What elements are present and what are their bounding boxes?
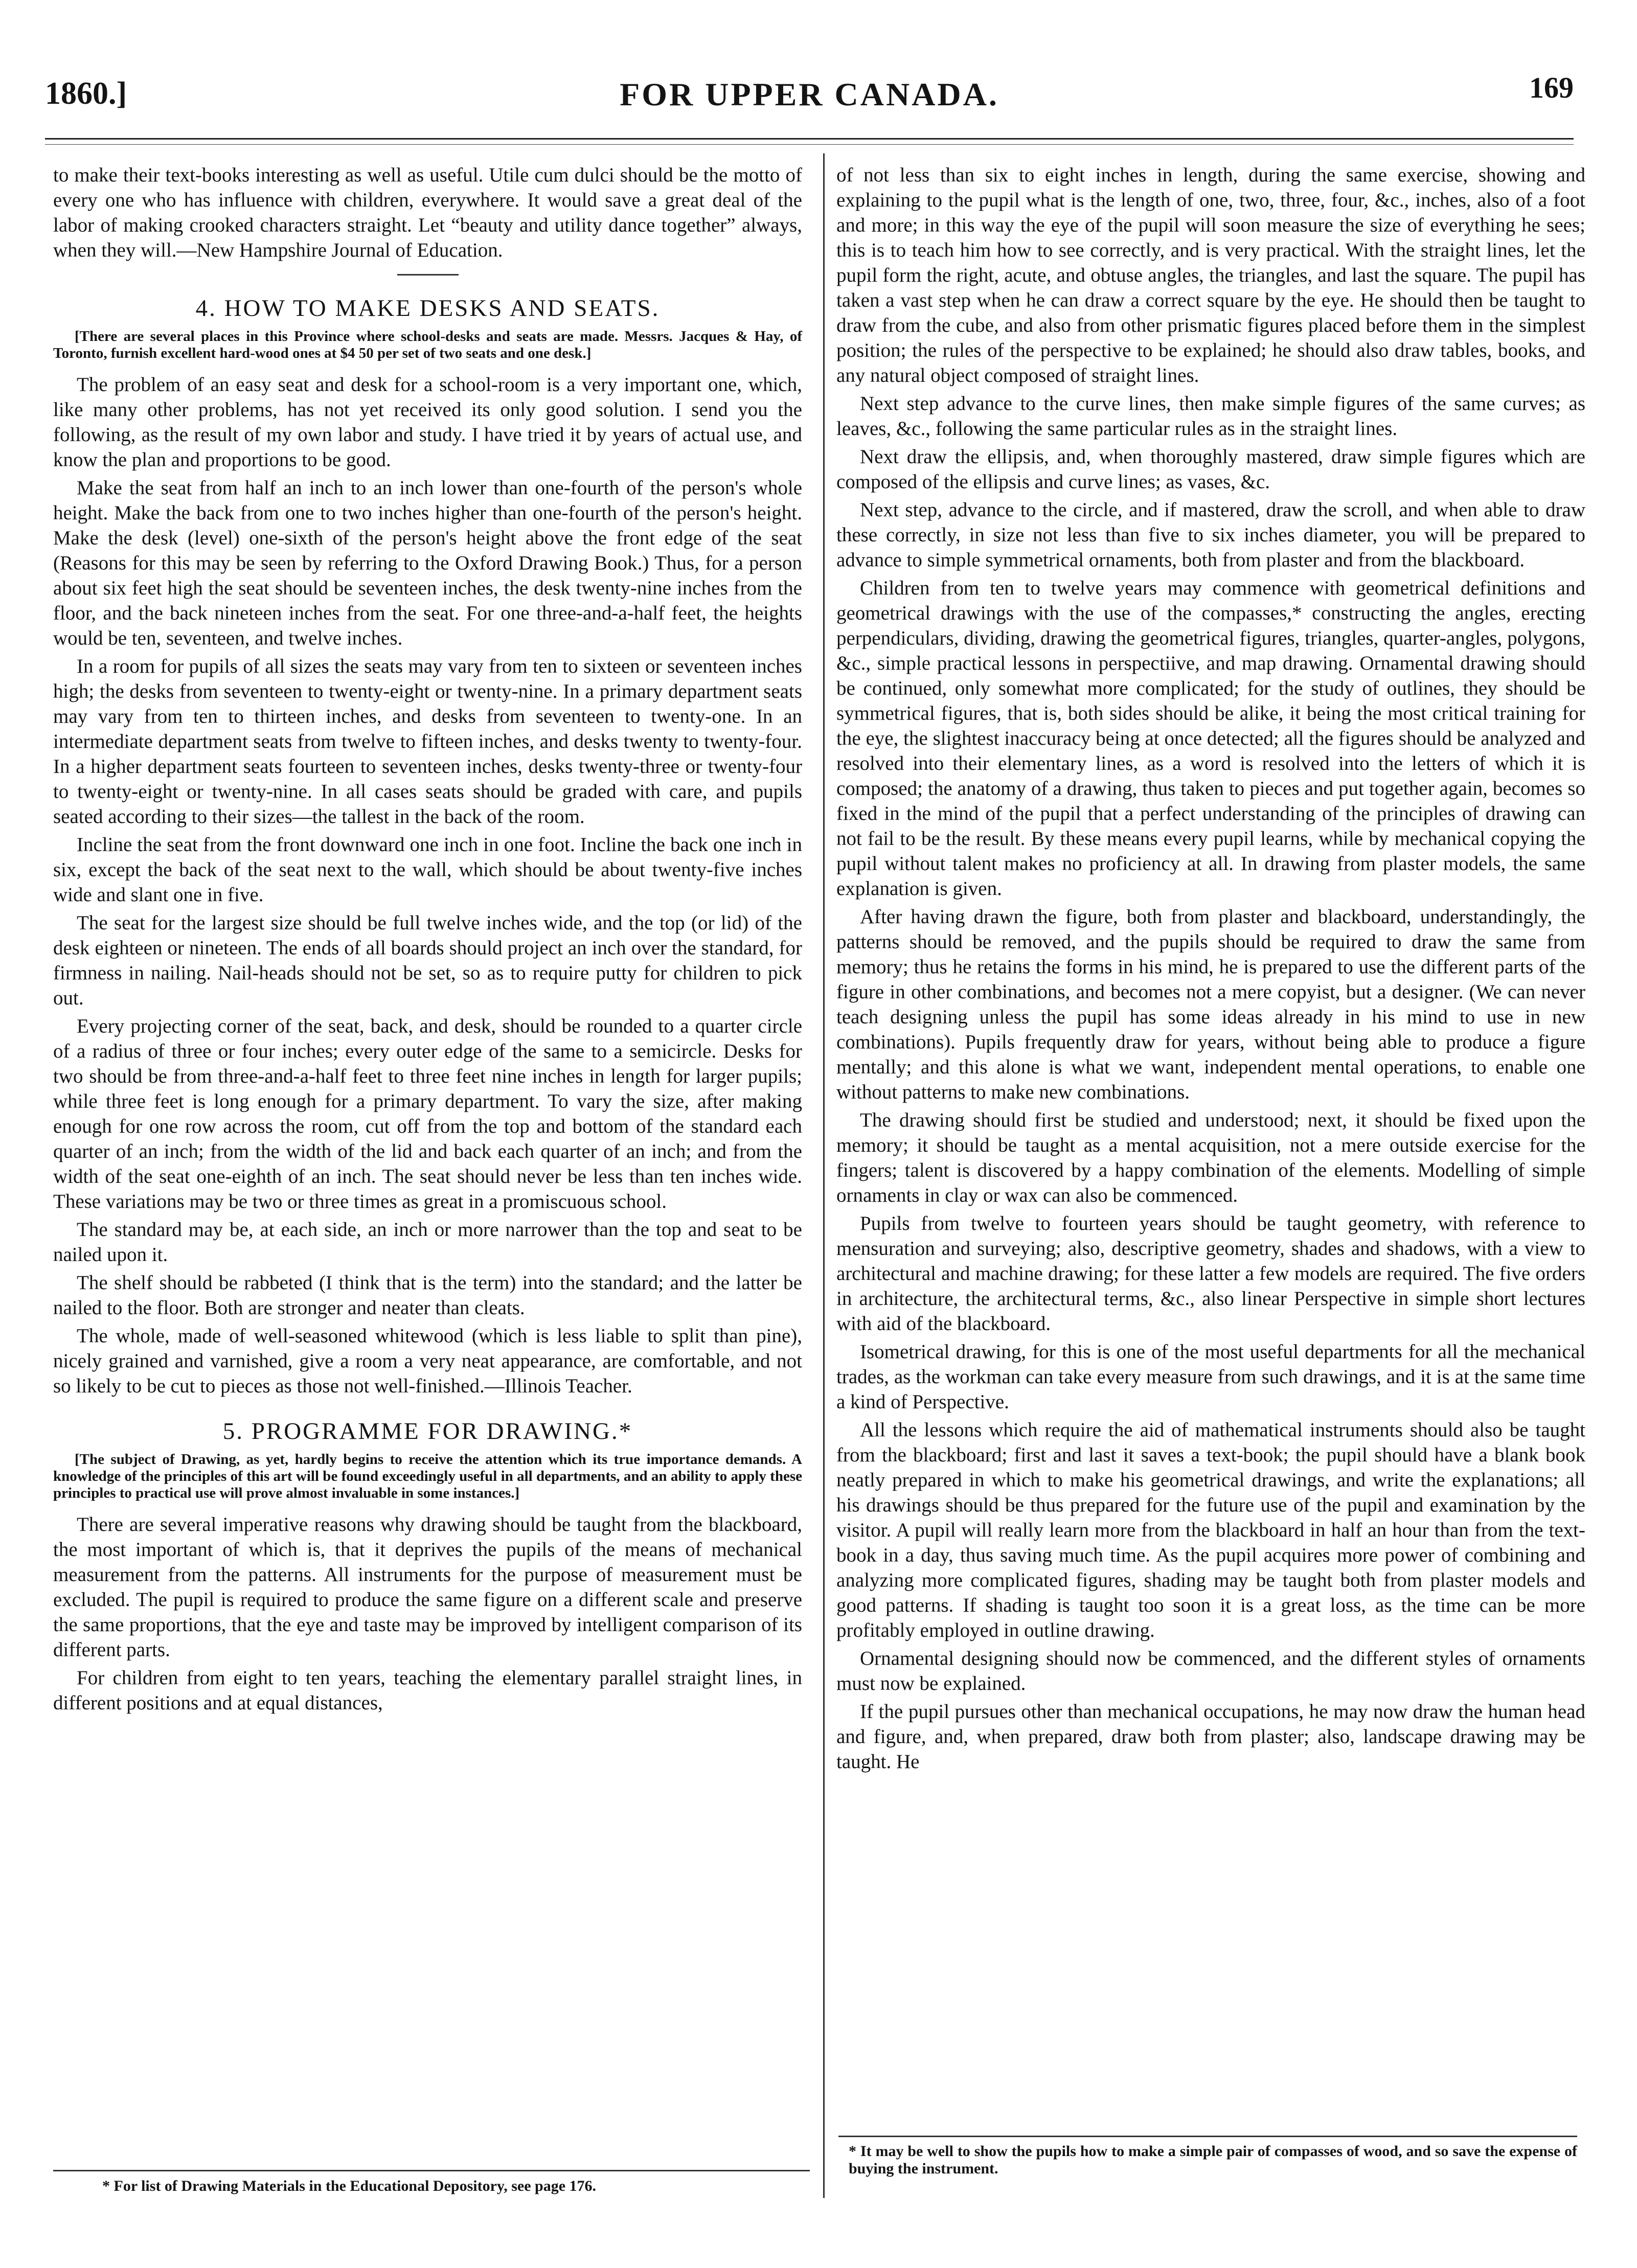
paragraph: Make the seat from half an inch to an inch lower than one-fourth of the person's whole height. Make the back from one to two inches higher than one-fourth of the person's height. Make the desk (level) one-sixth of the person's height above the front edge of the seat (Reasons for this may be seen by referring to the Oxford Drawing Book.) Thus, for a person about six feet high the seat should be seventeen inches, the desk twenty-nine inches from the floor, and the back nineteen inches from the seat. For one three-and-a-half feet, the heights would be ten, seventeen, and twelve inches. [53,477,802,649]
section-heading-drawing: 5. PROGRAMME FOR DRAWING.* [222,1418,633,1445]
paragraph: If the pupil pursues other than mechanical occupations, he may now draw the human head and figure, and, when prepared, draw both from plaster; also, landscape drawing may be taught. He [836,1701,1585,1773]
paragraph: Children from ten to twelve years may commence with geometrical definitions and geometrical drawings with the use of the compasses,* constructing the angles, erecting perpendiculars, dividing, drawing the geometrical figures, triangles, quarter-angles, polygons, &c., simple practical lessons in perspectiive, and map drawing. Ornamental drawing should be continued, only somewhat more complicated; for the study of outlines, they should be symmetrical figures, that is, both sides should be alike, it being the most critical training for the eye, the slightest inaccuracy being at once detected; all the figures should be analyzed and resolved into their elementary lines, as a word is resolved into the letters of which it is composed; the anatomy of a drawing, thus taken to pieces and put together again, becomes so fixed in the mind of the pupil that a perfect understanding of the principles of drawing can not fail to be the result. By these means every pupil learns, while by mechanical copying the pupil without talent makes no proficiency at all. In drawing from plaster models, the same explanation is given. [836,577,1585,900]
editor-note-drawing: [The subject of Drawing, as yet, hardly begins to receive the attention which its true importance demands. A knowledge of the principles of this art will be found exceedingly useful in all departments, and an ability to apply these principles to practical use will prove almost invaluable in some instances.] [53,1451,802,1501]
paragraph: All the lessons which require the aid of mathematical instruments should also be taught from the blackboard; first and last it saves a text-book; the pupil should have a blank book neatly prepared in which to make his geometrical drawings, and write the explanations; all his drawings should be thus prepared for the future use of the pupil and examination by the visitor. A pupil will really learn more from the blackboard in half an hour than from the text-book in a day, thus saving much time. As the pupil acquires more power of combining and analyzing more complicated figures, shading may be taught both from plaster models and good patterns. If shading is taught too soon it is a great loss, as the time can be more profitably employed in outline drawing. [836,1419,1585,1641]
paragraph: The seat for the largest size should be full twelve inches wide, and the top (or lid) of the desk eighteen or nineteen. The ends of all boards should project an inch over the standard, for firmness in nailing. Nail-heads should not be set, so as to require putty for children to pick out. [53,912,802,1009]
header-title: FOR UPPER CANADA. [620,76,999,112]
paragraph: The drawing should first be studied and understood; next, it should be fixed upon the memory; it should be taught as a mental acquisition, not a mere outside exercise for the fingers; talent is discovered by a happy combination of the elements. Modelling of simple ornaments in clay or wax can also be commenced. [836,1109,1585,1206]
paragraph: The problem of an easy seat and desk for a school-room is a very important one, which, like many other problems, has not yet received its only good solution. I send you the following, as the result of my own labor and study. I have tried it by years of actual use, and know the plan and proportions to be good. [53,374,802,471]
section-divider [397,274,459,276]
paragraph: Pupils from twelve to fourteen years should be taught geometry, with reference to mensuration and surveying; also, descriptive geometry, shades and shadows, with a view to architectural and machine drawing; for these latter a few models are required. The five orders in architecture, the architectural terms, &c., also linear Perspective in simple short lectures with aid of the blackboard. [836,1212,1585,1335]
paragraph: Every projecting corner of the seat, back, and desk, should be rounded to a quarter circle of a radius of three or four inches; every outer edge of the same to a semicircle. Desks for two should be from three-and-a-half feet to three feet nine inches in length for larger pupils; while three feet is long enough for a primary department. To vary the size, after making enough for one row across the room, cut off from the top and bottom of the standard each quarter of an inch; from the width of the lid and back each quarter of an inch; and from the width of the seat one-eighth of an inch. The seat should never be less than ten inches wide. These variations may be two or three times as great in a promiscuous school. [53,1015,802,1212]
paragraph: Incline the seat from the front downward one inch in one foot. Incline the back one inch in six, except the back of the seat next to the wall, which should be about twenty-five inches wide and slant one in five. [53,834,802,906]
page-number: 169 [1529,71,1574,104]
paragraph: Next draw the ellipsis, and, when thoroughly mastered, draw simple figures which are composed of the ellipsis and curve lines; as vases, &c. [836,446,1585,493]
paragraph: There are several imperative reasons why drawing should be taught from the blackboard, the most important of which is, that it deprives the pupils of the means of mechanical measurement from the patterns. All instruments for the purpose of measurement must be excluded. The pupil is required to produce the same figure on a different scale and preserve the same proportions, that the eye and taste may be improved by intelligent comparison of its different parts. [53,1514,802,1661]
footnote-rule-left [53,2170,810,2171]
paragraph: The shelf should be rabbeted (I think that is the term) into the standard; and the latter be nailed to the floor. Both are stronger and neater than cleats. [53,1272,802,1319]
column-divider [823,153,825,2198]
header-rule-thin [45,144,1574,145]
paragraph: Next step advance to the curve lines, then make simple figures of the same curves; as leaves, &c., following the same particular rules as in the straight lines. [836,393,1585,440]
running-head [45,71,1574,127]
section-heading-desks: 4. HOW TO MAKE DESKS AND SEATS. [195,295,660,322]
header-rule [45,138,1574,140]
editor-note-desks: [There are several places in this Province where school-desks and seats are made. Messrs. Jacques & Hay, of Toronto, furnish excellent hard-wood ones at $4 50 per set of two seats and one desk.] [53,328,802,361]
left-column [53,163,802,1719]
paragraph: Isometrical drawing, for this is one of the most useful departments for all the mechanical trades, as the workman can take every measure from such drawings, and it is at the same time a kind of Perspective. [836,1341,1585,1413]
footnote-left: * For list of Drawing Materials in the Educational Depository, see page 176. [102,2178,597,2194]
intro-paragraph: to make their text-books interesting as well as useful. Utile cum dulci should be the motto of every one who has influence with children, everywhere. It would save a great deal of the labor of making crooked characters straight. Let “beauty and utility dance together” always, when they will.—New Hampshire Journal of Education. [53,164,802,261]
footnote-right: * It may be well to show the pupils how to make a simple pair of compasses of wood, and so save the expense of buying the instrument. [849,2143,1577,2177]
right-column [836,163,1585,1777]
paragraph: of not less than six to eight inches in length, during the same exercise, showing and explaining to the pupil what is the length of one, two, three, four, &c., inches, also of a foot and more; in this way the eye of the pupil will soon measure the size of everything he sees; this is to teach him how to see correctly, and is very practical. With the straight lines, let the pupil form the right, acute, and obtuse angles, the triangles, and last the square. The pupil has taken a vast step when he can draw a correct square by the eye. He should then be taught to draw from the cube, and also from other prismatic figures placed before them in the simplest position; the rules of the perspective to be explained; he should also draw tables, books, and any natural object composed of straight lines. [836,164,1585,386]
header-year: 1860.] [45,76,127,111]
paragraph: The standard may be, at each side, an inch or more narrower than the top and seat to be nailed upon it. [53,1219,802,1266]
footnote-rule-right [838,2136,1577,2137]
paragraph: In a room for pupils of all sizes the seats may vary from ten to sixteen or seventeen inches high; the desks from seventeen to twenty-eight or twenty-nine. In a primary department seats may vary from ten to thirteen inches, and desks from seventeen to twenty-one. In an intermediate department seats from twelve to fifteen inches, and desks twenty to twenty-four. In a higher department seats fourteen to seventeen inches, desks twenty-three or twenty-four to twenty-eight or twenty-nine. In all cases seats should be graded with care, and pupils seated according to their sizes—the tallest in the back of the room. [53,655,802,828]
paragraph: Ornamental designing should now be commenced, and the different styles of ornaments must now be explained. [836,1647,1585,1694]
paragraph: Next step, advance to the circle, and if mastered, draw the scroll, and when able to draw these correctly, in size not less than five to six inches diameter, you will be prepared to advance to simple symmetrical ornaments, both from plaster and from the blackboard. [836,499,1585,571]
paragraph: For children from eight to ten years, teaching the elementary parallel straight lines, in different positions and at equal distances, [53,1667,802,1714]
paragraph: After having drawn the figure, both from plaster and blackboard, understandingly, the patterns should be removed, and the pupils should be required to draw the same from memory; thus he retains the forms in his mind, he is prepared to use the different parts of the figure in other combinations, and becomes not a mere copyist, but a designer. (We can never teach designing unless the pupil has some ideas already in his mind to use in new combinations). Pupils frequently draw for years, without being able to produce a figure mentally; and this alone is what we want, independent mental operations, to enable one without patterns to make new combinations. [836,906,1585,1103]
paragraph: The whole, made of well-seasoned whitewood (which is less liable to split than pine), nicely grained and varnished, give a room a very neat appearance, are comfortable, and not so likely to be cut to pieces as those not well-finished.—Illinois Teacher. [53,1325,802,1397]
